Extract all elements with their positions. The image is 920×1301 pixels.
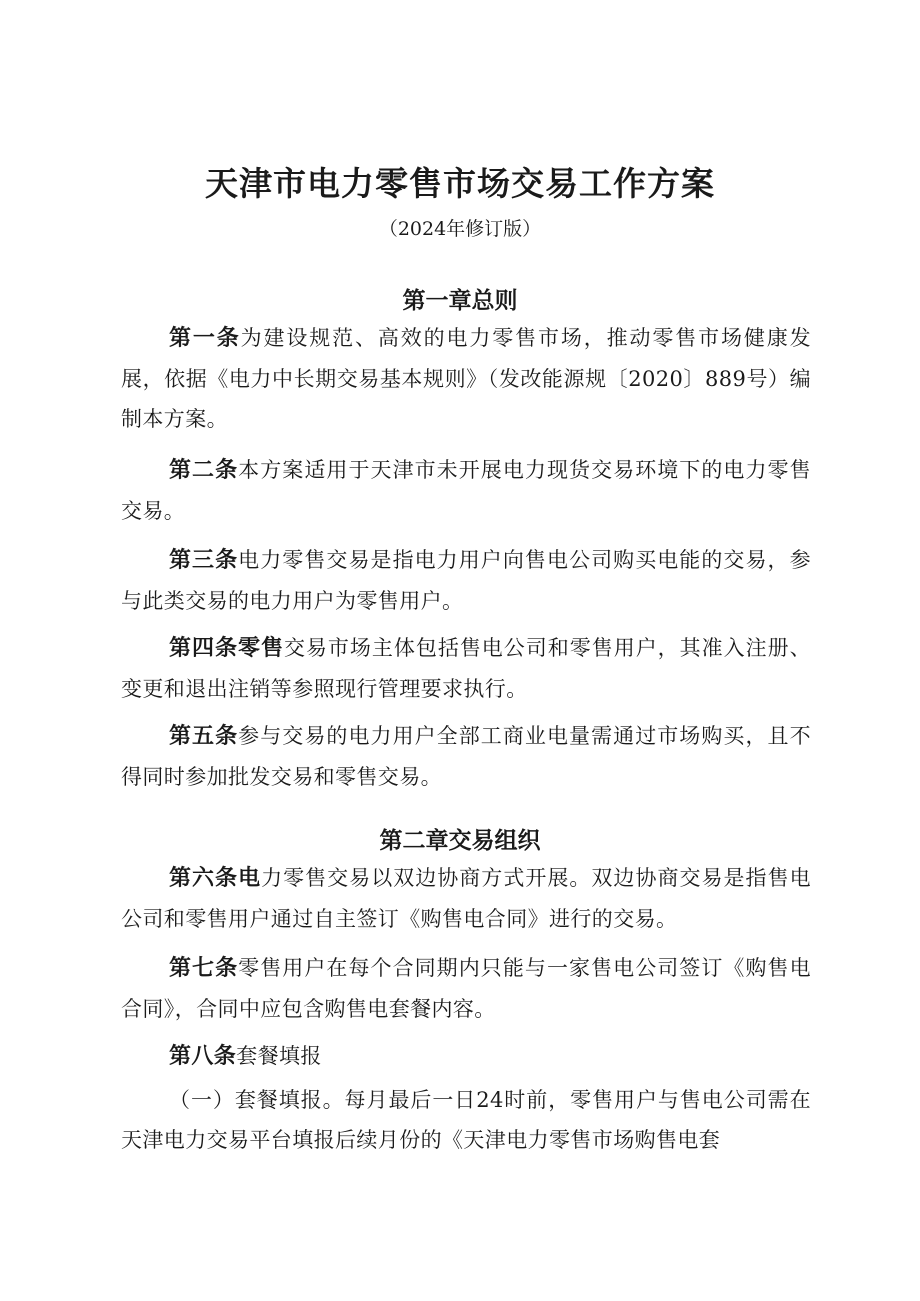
article-label: 第二条 (169, 458, 239, 483)
article-text: 本方案适用于天津市未开展电力现货交易环境下的电力零售交易。 (121, 458, 811, 523)
article-5 (121, 716, 811, 797)
article-2 (121, 450, 811, 531)
article-text: 电力零售交易是指电力用户向售电公司购买电能的交易，参与此类交易的电力用户为零售用户。 (121, 548, 811, 613)
article-text: 套餐填报 (236, 1044, 322, 1068)
article-text: 零售用户在每个合同期内只能与一家售电公司签订《购售电合同》，合同中应包含购售电套餐内容。 (121, 956, 811, 1021)
article-label: 第六条电 (169, 866, 262, 891)
article-1 (121, 318, 811, 439)
article-label: 第五条 (169, 724, 239, 749)
article-label: 第一条 (169, 326, 241, 351)
chapter-heading: 第一章总则 (402, 288, 518, 314)
article-label: 第三条 (169, 548, 239, 573)
article-label: 第四条零售 (169, 636, 284, 661)
article-text: 交易市场主体包括售电公司和零售用户，其准入注册、变更和退出注销等参照现行管理要求执行。 (121, 636, 811, 701)
article-text: 力零售交易以双边协商方式开展。双边协商交易是指售电公司和零售用户通过自主签订《购售电合同》进行的交易。 (121, 866, 811, 931)
article-8 (121, 1036, 811, 1077)
article-4 (121, 628, 811, 709)
article-7 (121, 948, 811, 1029)
article-label: 第七条 (169, 956, 239, 981)
document-subtitle: （2024年修订版） (378, 218, 542, 240)
article-label: 第八条 (169, 1044, 237, 1069)
chapter-heading: 第二章交易组织 (379, 828, 541, 854)
document-title: 天津市电力零售市场交易工作方案 (205, 164, 715, 203)
article-text: 参与交易的电力用户全部工商业电量需通过市场购买，且不得同时参加批发交易和零售交易。 (121, 724, 811, 789)
article-text: 为建设规范、高效的电力零售市场，推动零售市场健康发展，依据《电力中长期交易基本规则》（发改能源规〔2020〕889号）编制本方案。 (121, 326, 811, 431)
clause-1: （一）套餐填报。每月最后一日24时前，零售用户与售电公司需在天津电力交易平台填报后续月份的《天津电力零售市场购售电套 (121, 1088, 811, 1152)
article-3 (121, 540, 811, 621)
article-6 (121, 858, 811, 939)
